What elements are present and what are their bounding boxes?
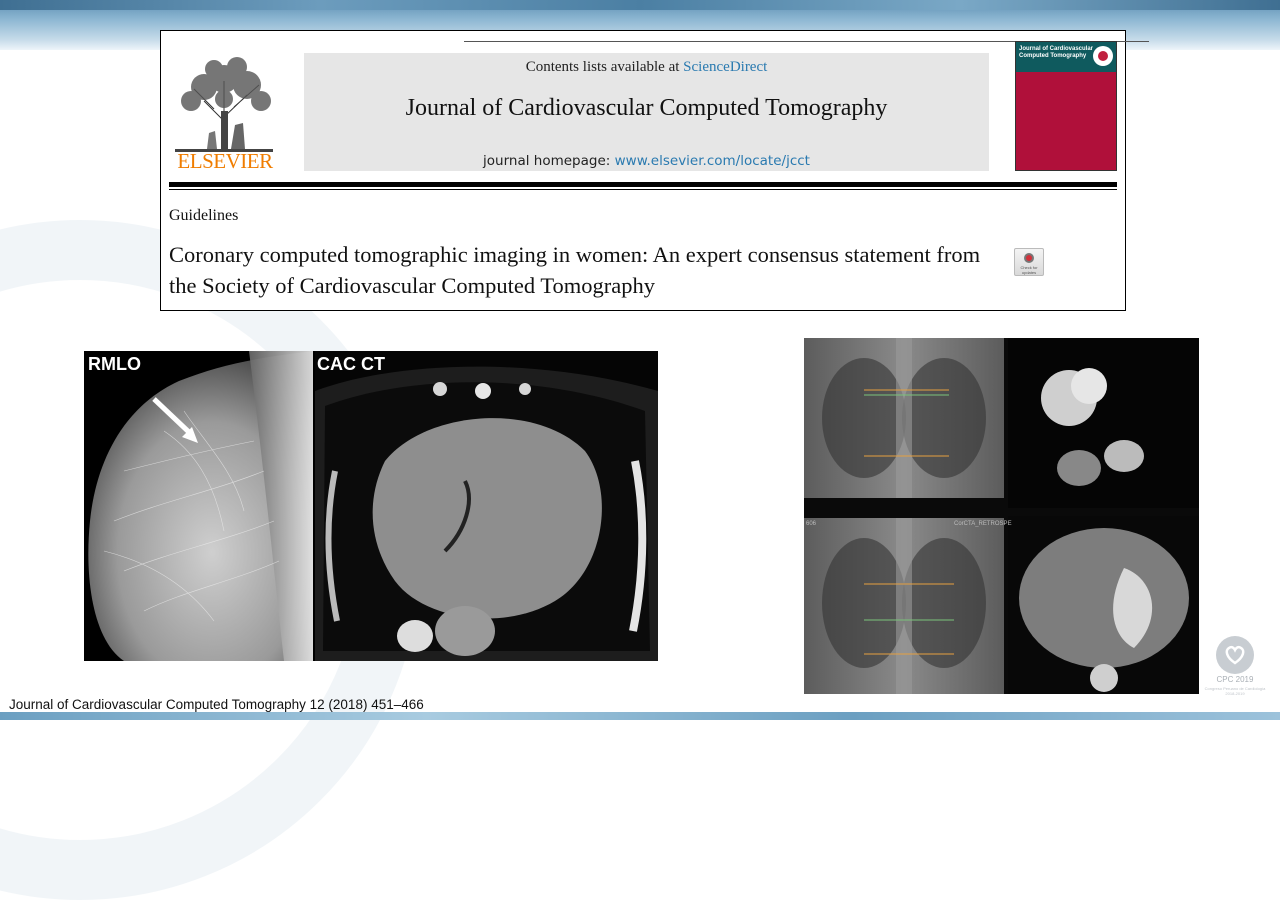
mammogram-ct-figure — [84, 351, 658, 661]
top-band-stripe — [0, 0, 1280, 10]
homepage-line — [304, 153, 989, 169]
rmlo-label: RMLO — [88, 354, 141, 374]
cpc-logo-text: CPC 2019 — [1216, 675, 1254, 684]
cover-title: Journal of Cardiovascular Computed Tomography — [1019, 46, 1094, 59]
cac-ct-drawing — [315, 351, 658, 661]
footer-citation: Journal of Cardiovascular Computed Tomography 12 (2018) 451–466 — [9, 697, 424, 712]
header-rule-thick — [169, 182, 1117, 187]
journal-cover-header — [1016, 42, 1116, 72]
bottom-decorative-band — [0, 712, 1280, 720]
article-section: Guidelines — [169, 207, 239, 224]
contents-prefix: Contents lists available at — [525, 59, 684, 75]
ct-angiography-figure — [804, 338, 1199, 694]
homepage-link[interactable]: www.elsevier.com/locate/jcct — [614, 153, 810, 169]
check-updates-label: Check for updates — [1020, 265, 1038, 275]
article-title: Coronary computed tomographic imaging in women: An expert consensus statement from the Society of Cardiovascular Computed Tomography — [169, 242, 981, 298]
heart-emblem-icon — [1093, 46, 1113, 66]
publisher-name: ELSEVIER — [177, 149, 273, 173]
cac-ct-label: CAC CT — [317, 354, 385, 374]
mammogram-drawing — [84, 351, 313, 661]
sciencedirect-link[interactable]: ScienceDirect — [683, 59, 768, 75]
contents-line — [304, 59, 989, 76]
cpc-logo-subtext: Congreso Peruano de Cardiología 2018-2019 — [1204, 686, 1266, 696]
series-name-label: CorCTA_RETROSPE — [954, 521, 1012, 527]
journal-banner — [304, 53, 989, 171]
journal-cover — [1015, 41, 1117, 171]
series-number-label: 606 — [806, 521, 817, 527]
header-rule-thin — [169, 189, 1117, 190]
cpc-heart-glyph — [1216, 636, 1254, 674]
homepage-prefix: journal homepage: — [483, 153, 615, 169]
ct-angiography-drawing — [804, 338, 1199, 694]
cac-ct-image — [315, 351, 658, 661]
mammogram-image — [84, 351, 313, 661]
cpc-heart-logo-icon — [1216, 636, 1254, 674]
article-header-image — [160, 30, 1126, 311]
check-for-updates-icon[interactable] — [1014, 248, 1044, 276]
journal-title: Journal of Cardiovascular Computed Tomography — [405, 95, 888, 121]
